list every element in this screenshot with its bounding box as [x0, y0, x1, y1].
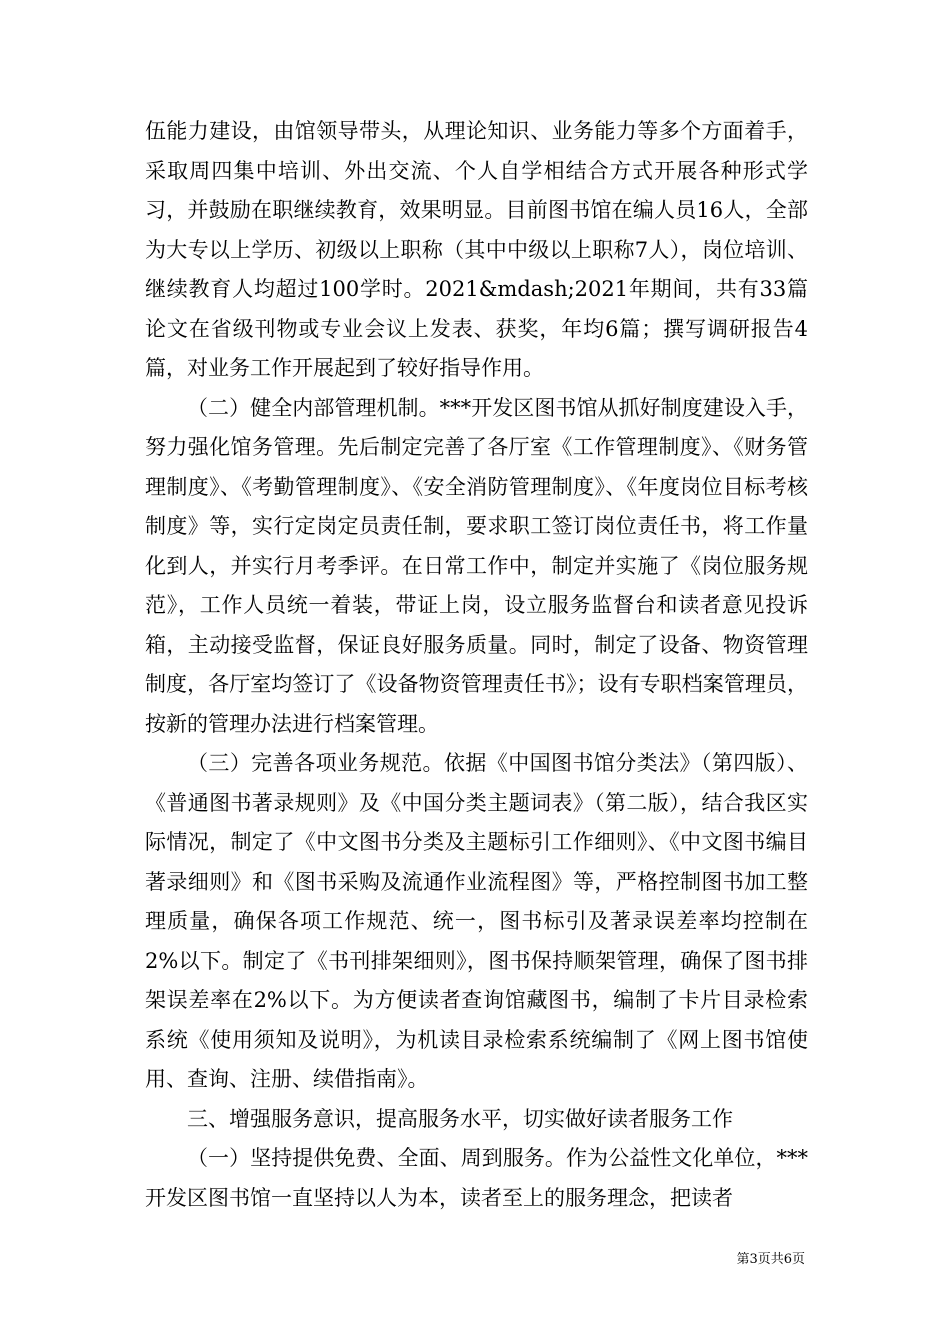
paragraph-free-service: （一）坚持提供免费、全面、周到服务。作为公益性文化单位，***开发区图书馆一直坚持以人为本，读者至上的服务理念，把读者 — [145, 1146, 808, 1210]
document-body — [145, 112, 808, 1218]
section-heading-reader-service: 三、增强服务意识，提高服务水平，切实做好读者服务工作 — [187, 1106, 733, 1131]
paragraph-internal-management: （二）健全内部管理机制。***开发区图书馆从抓好制度建设入手，努力强化馆务管理。先后制定完善了各厅室《工作管理制度》、《财务管理制度》、《考勤管理制度》、《安全消防管理制度》、《年度岗位目标考核制度》等，实行定岗定员责任制，要求职工签订岗位责任书，将工作量化到人，并实行月考季评。在日常工作中，制定并实施了《岗位服务规范》，工作人员统一着装，带证上岗，设立服务监督台和读者意见投诉箱，主动接受监督，保证良好服务质量。同时，制定了设备、物资管理制度，各厅室均签订了《设备物资管理责任书》；设有专职档案管理员，按新的管理办法进行档案管理。 — [145, 395, 808, 736]
paragraph-business-standards: （三）完善各项业务规范。依据《中国图书馆分类法》（第四版）、《普通图书著录规则》及《中国分类主题词表》（第二版），结合我区实际情况，制定了《中文图书分类及主题标引工作细则》、《中文图书编目著录细则》和《图书采购及流通作业流程图》等，严格控制图书加工整理质量，确保各项工作规范、统一，图书标引及著录误差率均控制在2%以下。制定了《书刊排架细则》，图书保持顺架管理，确保了图书排架误差率在2%以下。为方便读者查询馆藏图书，编制了卡片目录检索系统《使用须知及说明》，为机读目录检索系统编制了《网上图书馆使用、查询、注册、续借指南》。 — [145, 751, 808, 1091]
paragraph-staff-training: 伍能力建设，由馆领导带头，从理论知识、业务能力等多个方面着手，采取周四集中培训、外出交流、个人自学相结合方式开展各种形式学习，并鼓励在职继续教育，效果明显。目前图书馆在编人员16人，全部为大专以上学历、初级以上职称（其中中级以上职称7人），岗位培训、继续教育人均超过100学时。2021&mdash;2021年期间，共有33篇论文在省级刊物或专业会议上发表、获奖，年均6篇；撰写调研报告4篇，对业务工作开展起到了较好指导作用。 — [145, 119, 808, 380]
page-number-footer: 第3页共6页 — [736, 1252, 805, 1267]
